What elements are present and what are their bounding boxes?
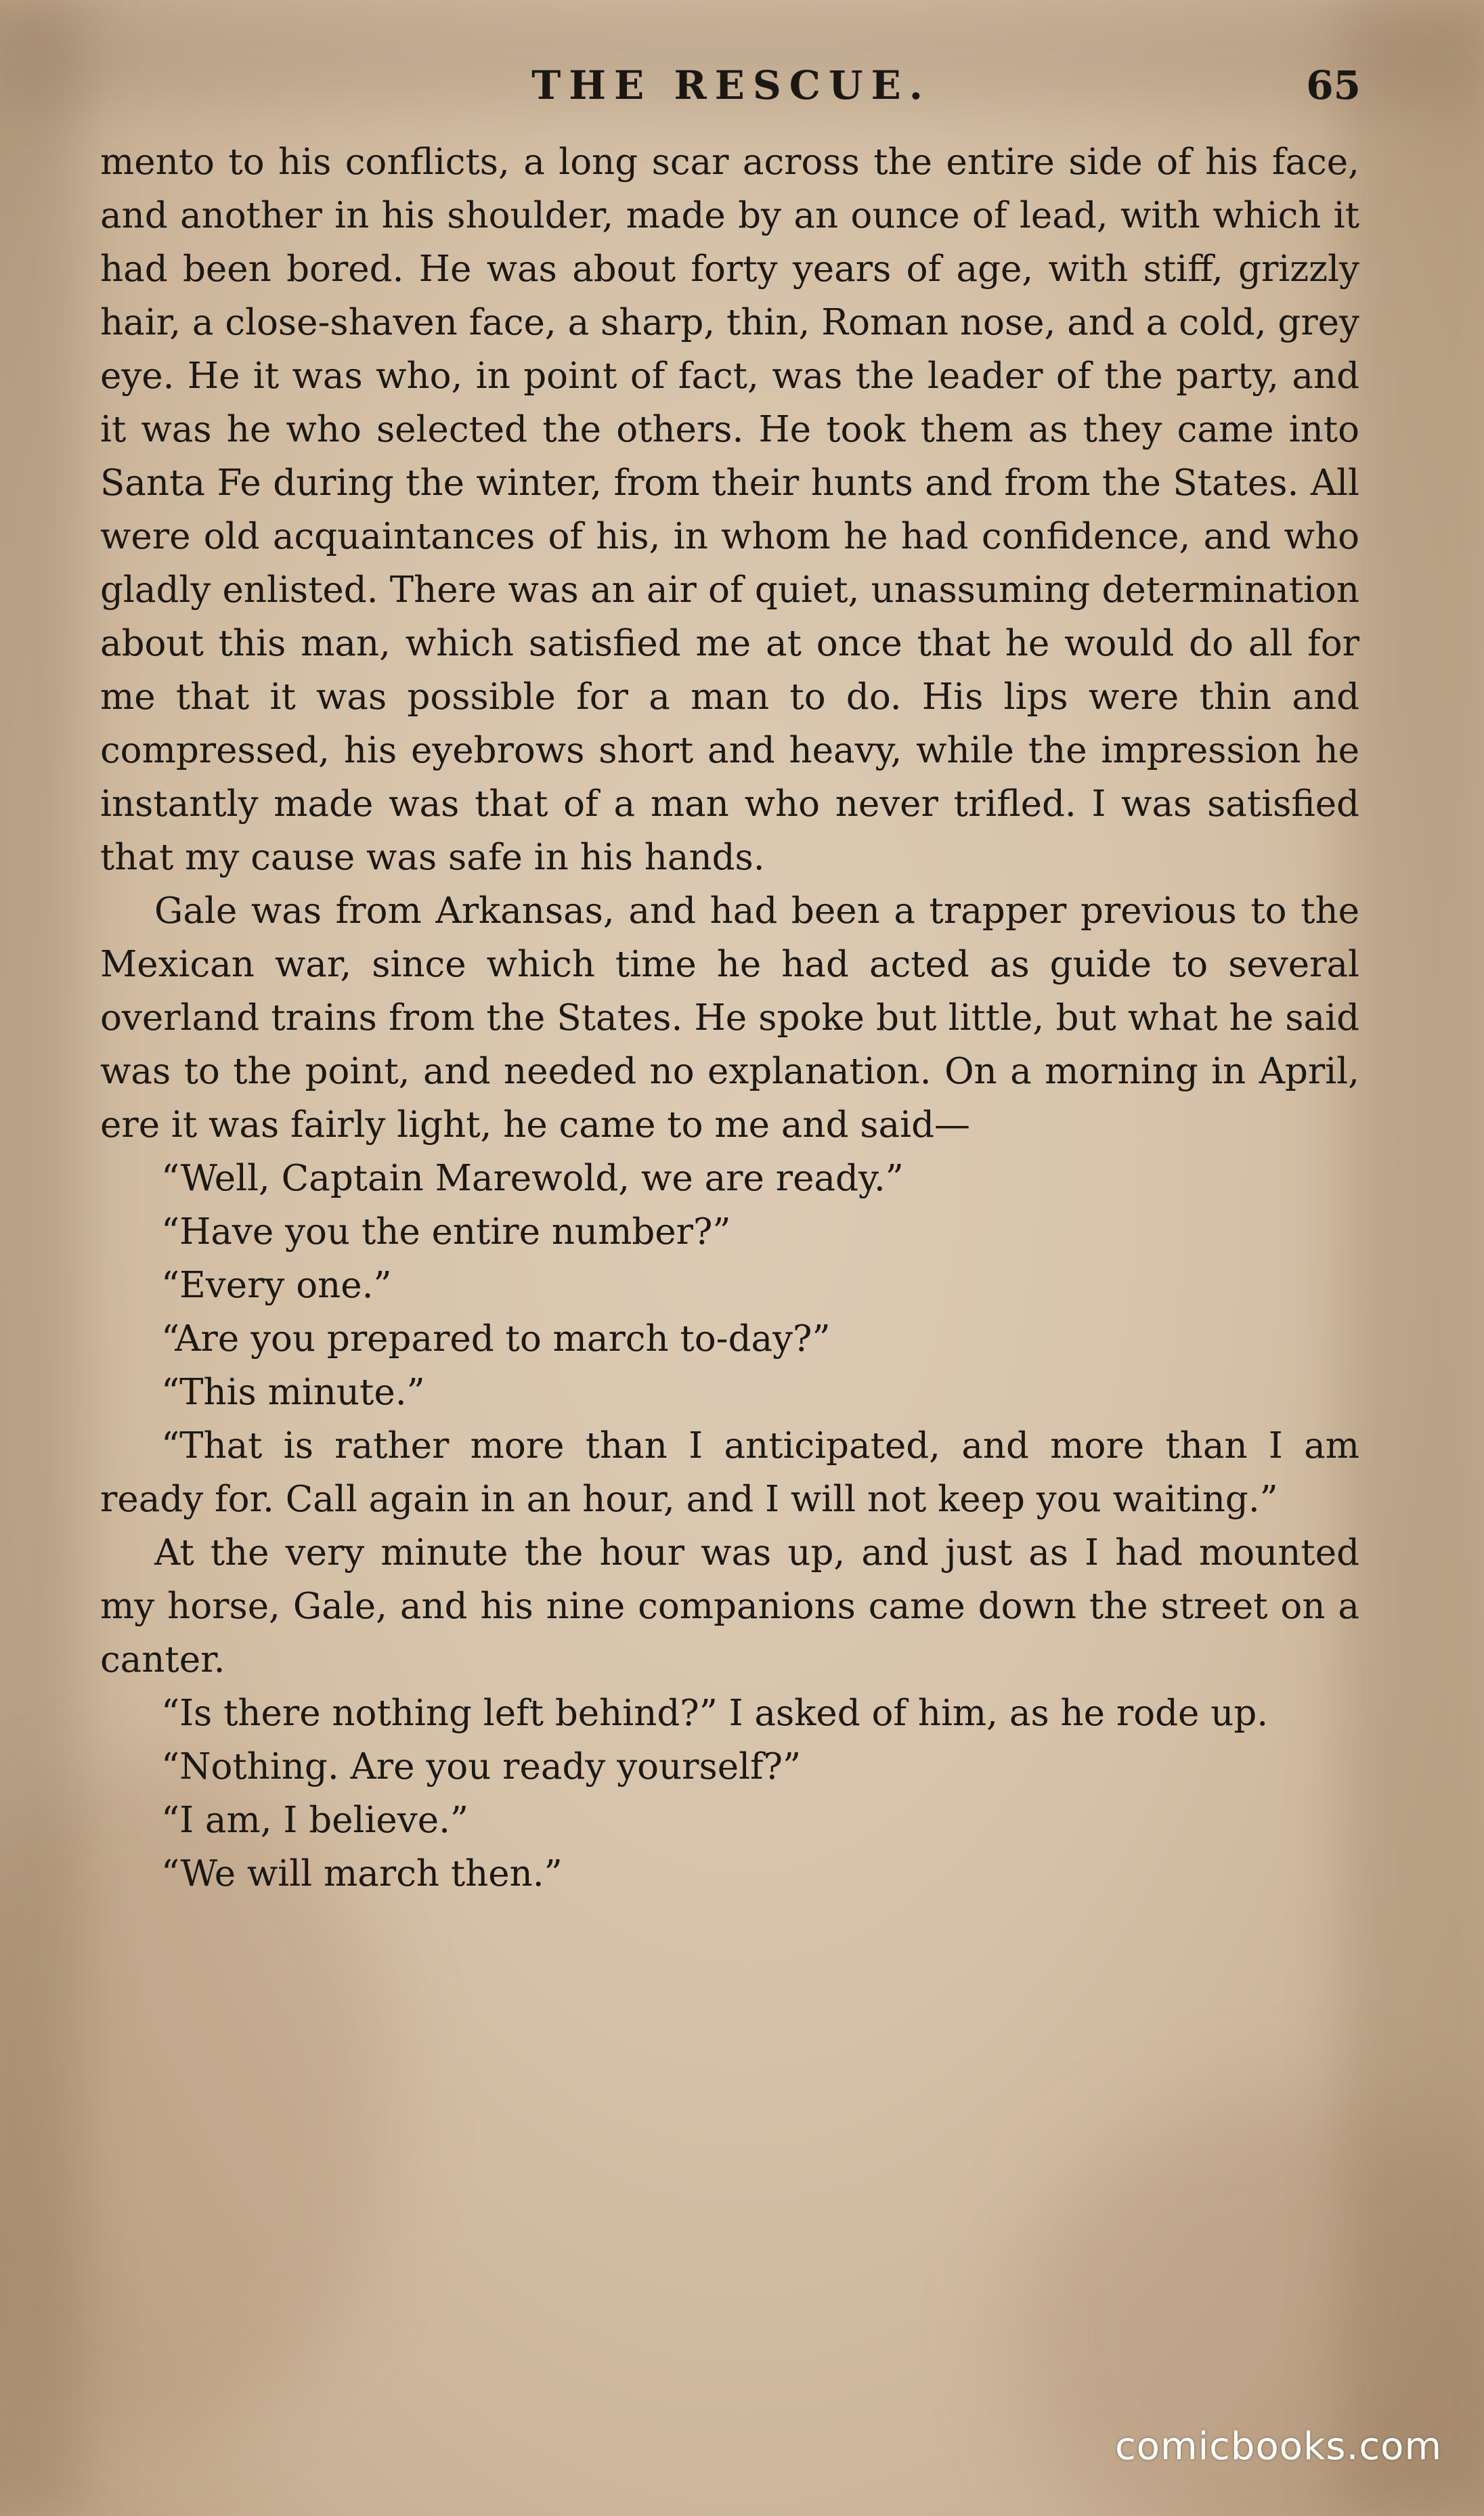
dialogue-line: “This minute.”	[161, 1372, 425, 1413]
dialogue-line: “Have you the entire number?”	[161, 1211, 731, 1253]
page-edge-shadow	[0, 0, 81, 2516]
dialogue-line: “We will march then.”	[161, 1853, 563, 1894]
dialogue-line: “I am, I believe.”	[161, 1800, 469, 1841]
dialogue-line: “Well, Captain Marewold, we are ready.”	[161, 1158, 904, 1199]
paragraph: mento to his conflicts, a long scar across the entire side of his face, and another in his shoulder, made by an ounce of lead, with which it had been bored. He was about forty years of age, with stiff, grizzly hair, a close-shaven face, a sharp, thin, Roman nose, and a cold, grey eye. He it was who, in point of fact, was the leader of the party, and it was he who selected the others. He took them as they came into Santa Fe during the winter, from their hunts and from the States. All were old acquaintances of his, in whom he had confidence, and who gladly enlisted. There was an air of quiet, unassuming determination about this man, which satisfied me at once that he would do all for me that it was possible for a man to do. His lips were thin and compressed, his eyebrows short and heavy, while the impression he instantly made was that of a man who never trifled. I was satisfied that my cause was safe in his hands.	[100, 142, 1359, 878]
page-edge-shadow	[1340, 0, 1484, 2516]
body-text	[100, 135, 1359, 1901]
dialogue-line: “Are you prepared to march to-day?”	[161, 1318, 831, 1360]
paragraph: At the very minute the hour was up, and just as I had mounted my horse, Gale, and his nine companions came down the street on a canter.	[100, 1532, 1359, 1680]
page-number: 65	[1306, 62, 1361, 108]
dialogue-line: “Nothing. Are you ready yourself?”	[161, 1746, 802, 1787]
dialogue-line: “That is rather more than I anticipated, and more than I am ready for. Call again in an hour, and I will not keep you waiting.”	[100, 1425, 1359, 1520]
dialogue-line: “Is there nothing left behind?” I asked of him, as he rode up.	[161, 1693, 1269, 1734]
dialogue-line: “Every one.”	[161, 1265, 392, 1306]
page-header	[102, 62, 1361, 123]
watermark: comicbooks.com	[1114, 2425, 1442, 2469]
running-head: THE RESCUE.	[531, 62, 931, 108]
paragraph: Gale was from Arkansas, and had been a trapper previous to the Mexican war, since which time he had acted as guide to several overland trains from the States. He spoke but little, but what he said was to the point, and needed no explanation. On a morning in April, ere it was fairly light, he came to me and said—	[100, 890, 1359, 1146]
